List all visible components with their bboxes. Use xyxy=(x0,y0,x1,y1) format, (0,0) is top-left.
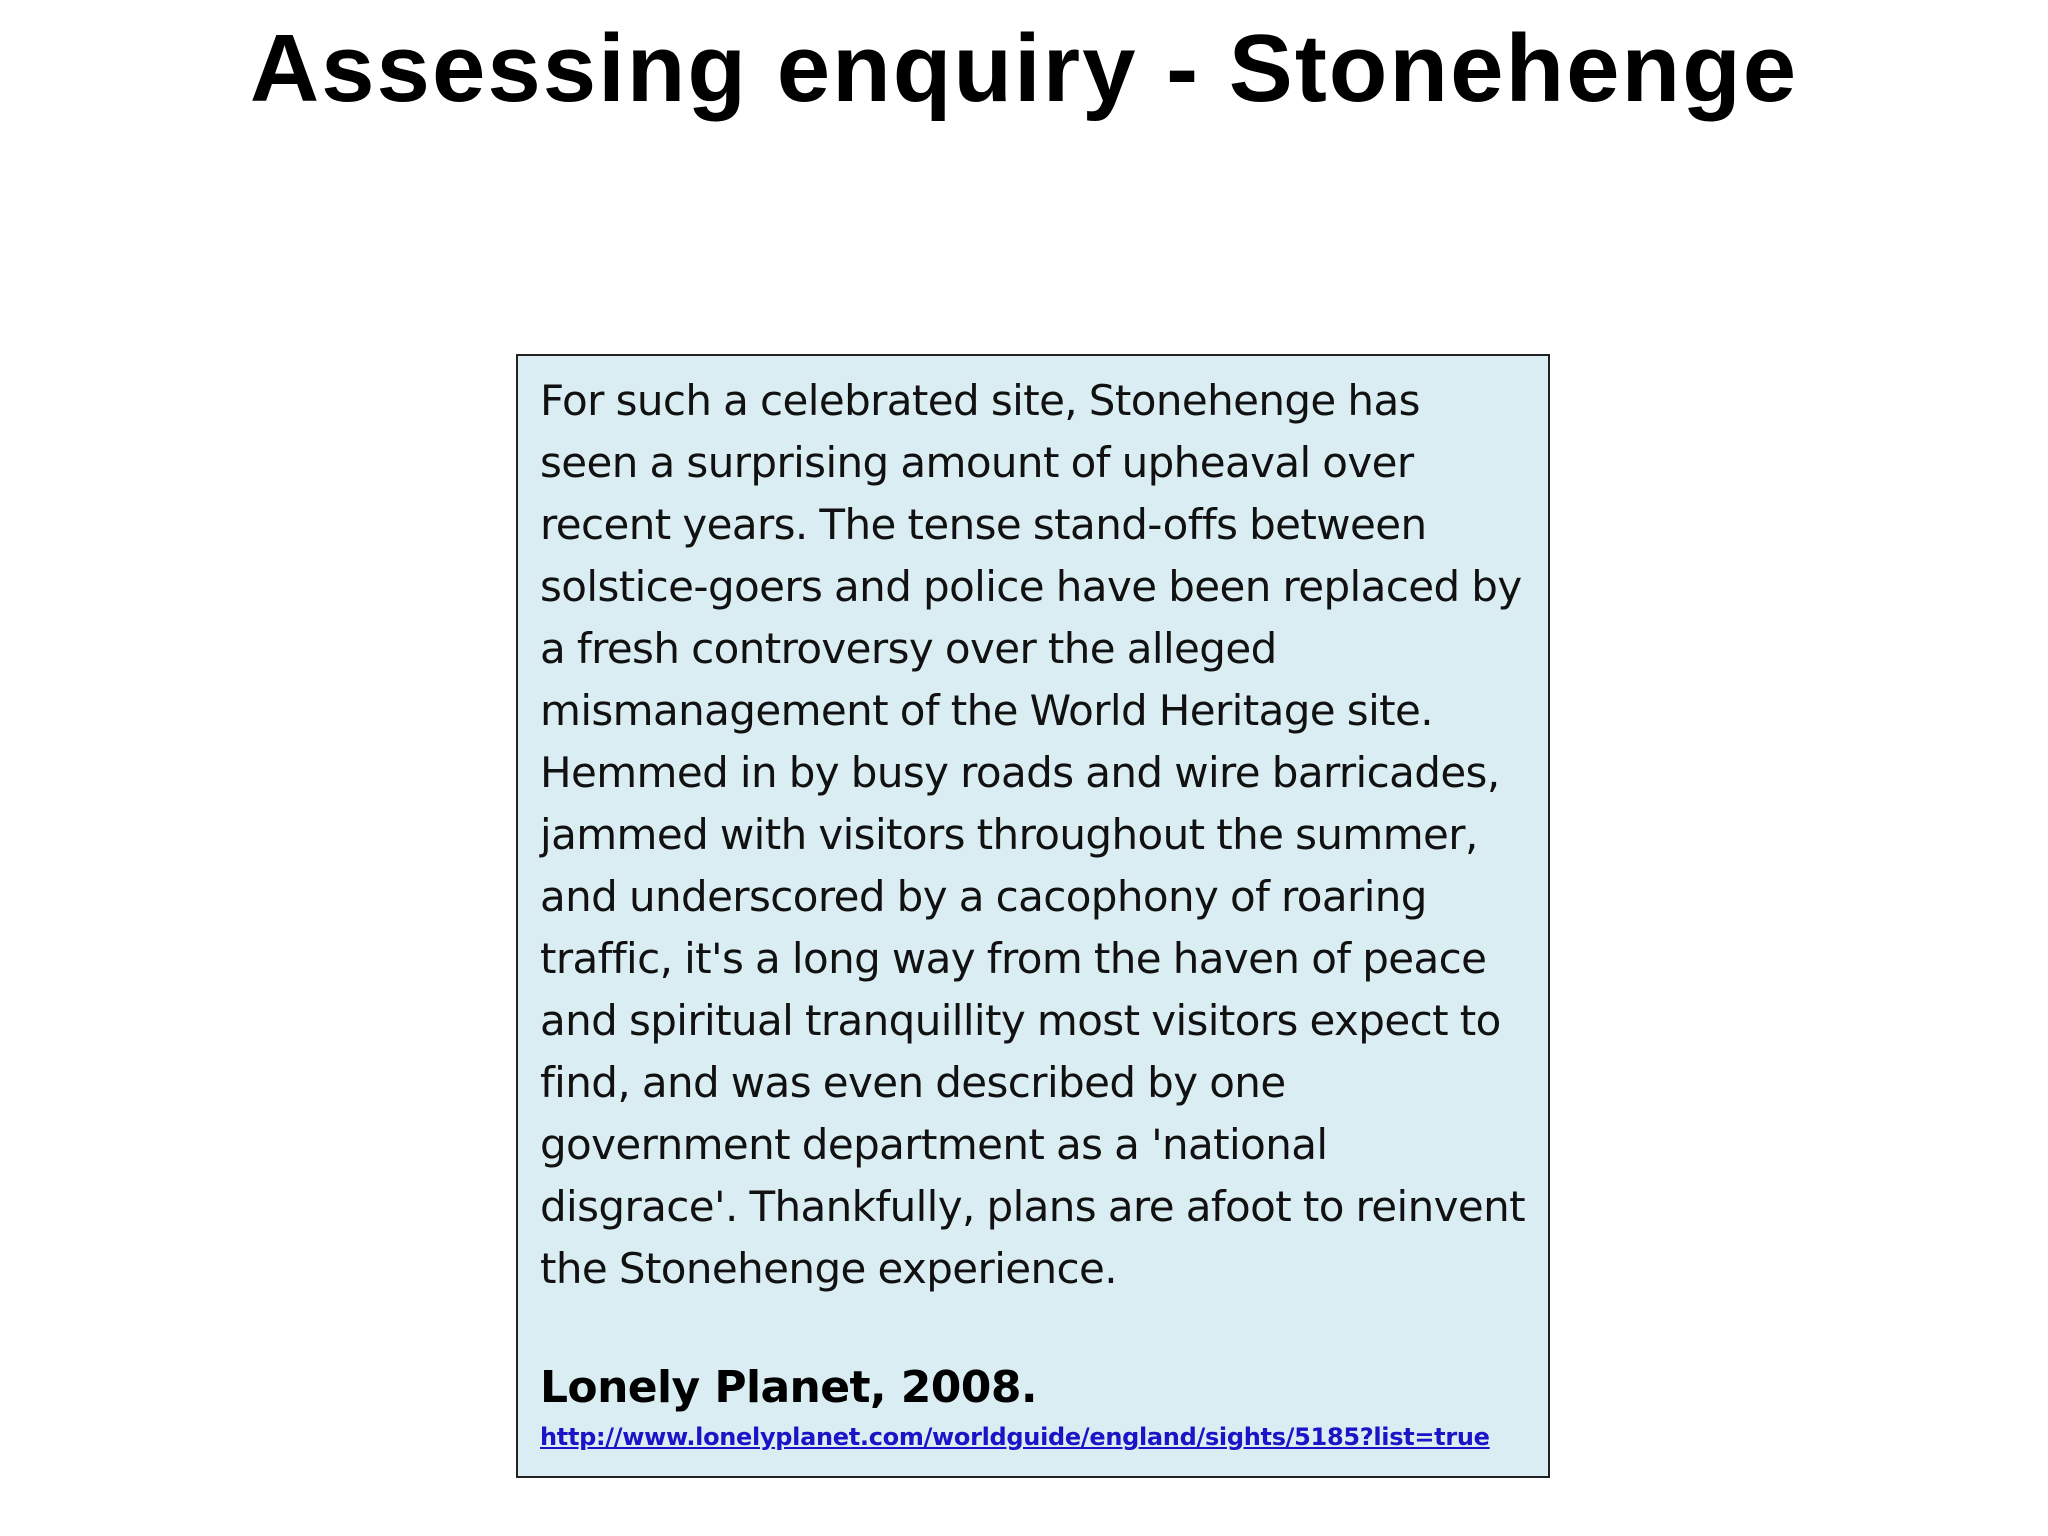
quote-box xyxy=(516,354,1550,1478)
quote-text: For such a celebrated site, Stonehenge has seen a surprising amount of upheaval over recent years. The tense stand-offs between solstice-goers and police have been replaced by a fresh controversy over the alleged mismanagement of the World Heritage site. Hemmed in by busy roads and wire barricades, jammed with visitors throughout the summer, and underscored by a cacophony of roaring traffic, it's a long way from the haven of peace and spiritual tranquillity most visitors expect to find, and was even described by one government department as a 'national disgrace'. Thankfully, plans are afoot to reinvent the Stonehenge experience. xyxy=(540,376,1526,1293)
source-link[interactable]: http://www.lonelyplanet.com/worldguide/england/sights/5185?list=true xyxy=(540,1423,1490,1451)
slide-title: Assessing enquiry - Stonehenge xyxy=(249,15,1799,122)
quote-attribution: Lonely Planet, 2008. xyxy=(540,1362,1037,1413)
